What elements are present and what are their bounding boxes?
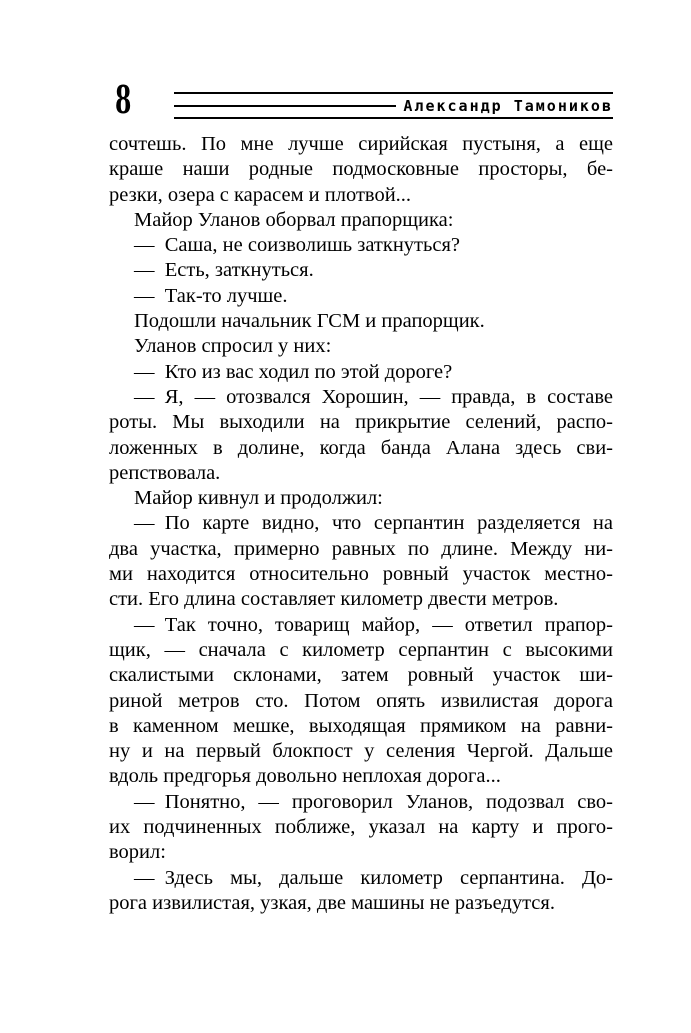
text-line: сочтешь. По мне лучше сирийская пустыня, а еще bbox=[109, 133, 613, 155]
text-line: ложенных в долине, когда банда Алана здесь сви- bbox=[109, 436, 613, 459]
paragraph bbox=[109, 208, 613, 233]
text-line: в каменном мешке, выходящая прямиком на равни- bbox=[109, 714, 613, 737]
text-line: щик, — сначала с километр серпантин с высокими bbox=[109, 638, 613, 661]
text-line: ну и на первый блокпост у селения Чергой. Дальше bbox=[109, 740, 613, 763]
text-line: — Саша, не соизволишь заткнуться? bbox=[134, 234, 460, 257]
header-rule-block bbox=[174, 92, 613, 119]
text-line: Майор Уланов оборвал прапорщика: bbox=[134, 208, 454, 231]
text-line: вдоль предгорья довольно неплохая дорога... bbox=[109, 765, 501, 788]
text-line: их подчиненных поближе, указал на карту и прого- bbox=[109, 816, 613, 839]
header-middle-row bbox=[174, 96, 613, 115]
paragraph bbox=[109, 284, 613, 309]
paragraph bbox=[109, 132, 613, 208]
paragraph bbox=[109, 233, 613, 258]
text-line: Майор кивнул и продолжил: bbox=[134, 487, 383, 510]
text-line: скалистыми склонами, затем ровный участок ши- bbox=[109, 664, 613, 687]
text-line: — Понятно, — проговорил Уланов, подозвал сво- bbox=[134, 790, 613, 813]
text-line: — Есть, заткнуться. bbox=[134, 259, 314, 282]
paragraph bbox=[109, 309, 613, 334]
text-line: два участка, примерно равных по длине. Между ни- bbox=[109, 537, 613, 560]
paragraph bbox=[109, 866, 613, 917]
body-text bbox=[109, 132, 613, 916]
paragraph bbox=[109, 613, 613, 790]
text-line: — Кто из вас ходил по этой дороге? bbox=[134, 360, 453, 383]
running-head-author: Александр Тамоников bbox=[403, 96, 613, 115]
paragraph bbox=[109, 486, 613, 511]
text-line: Подошли начальник ГСМ и прапорщик. bbox=[134, 310, 485, 333]
text-line: резки, озера с карасем и плотвой... bbox=[109, 183, 412, 206]
paragraph bbox=[109, 334, 613, 359]
paragraph bbox=[109, 258, 613, 283]
text-line: краше наши родные подмосковные просторы, бе- bbox=[109, 158, 613, 181]
header-rule-middle bbox=[174, 105, 396, 107]
text-line: — Так-то лучше. bbox=[134, 284, 288, 307]
text-line: ми находится относительно ровный участок местно- bbox=[109, 563, 613, 586]
text-line: — Так точно, товарищ майор, — ответил прапор- bbox=[134, 613, 613, 636]
header-rule-top bbox=[174, 92, 613, 94]
text-line: рога извилистая, узкая, две машины не разъедутся. bbox=[109, 891, 555, 914]
text-line: сти. Его длина составляет километр двести метров. bbox=[109, 588, 559, 611]
paragraph bbox=[109, 360, 613, 385]
paragraph bbox=[109, 511, 613, 612]
text-line: репствовала. bbox=[109, 461, 221, 484]
paragraph bbox=[109, 385, 613, 486]
text-line: — Я, — отозвался Хорошин, — правда, в составе bbox=[134, 385, 613, 408]
page-number: 8 bbox=[115, 77, 132, 122]
text-line: Уланов спросил у них: bbox=[134, 335, 332, 358]
text-line: — Здесь мы, дальше километр серпантина. До- bbox=[134, 866, 613, 889]
text-line: ворил: bbox=[109, 841, 166, 864]
header-rule-bottom bbox=[174, 117, 613, 119]
text-line: риной метров сто. Потом опять извилистая дорога bbox=[109, 689, 613, 712]
text-line: роты. Мы выходили на прикрытие селений, распо- bbox=[109, 411, 613, 434]
paragraph bbox=[109, 790, 613, 866]
text-line: — По карте видно, что серпантин разделяется на bbox=[134, 512, 613, 535]
